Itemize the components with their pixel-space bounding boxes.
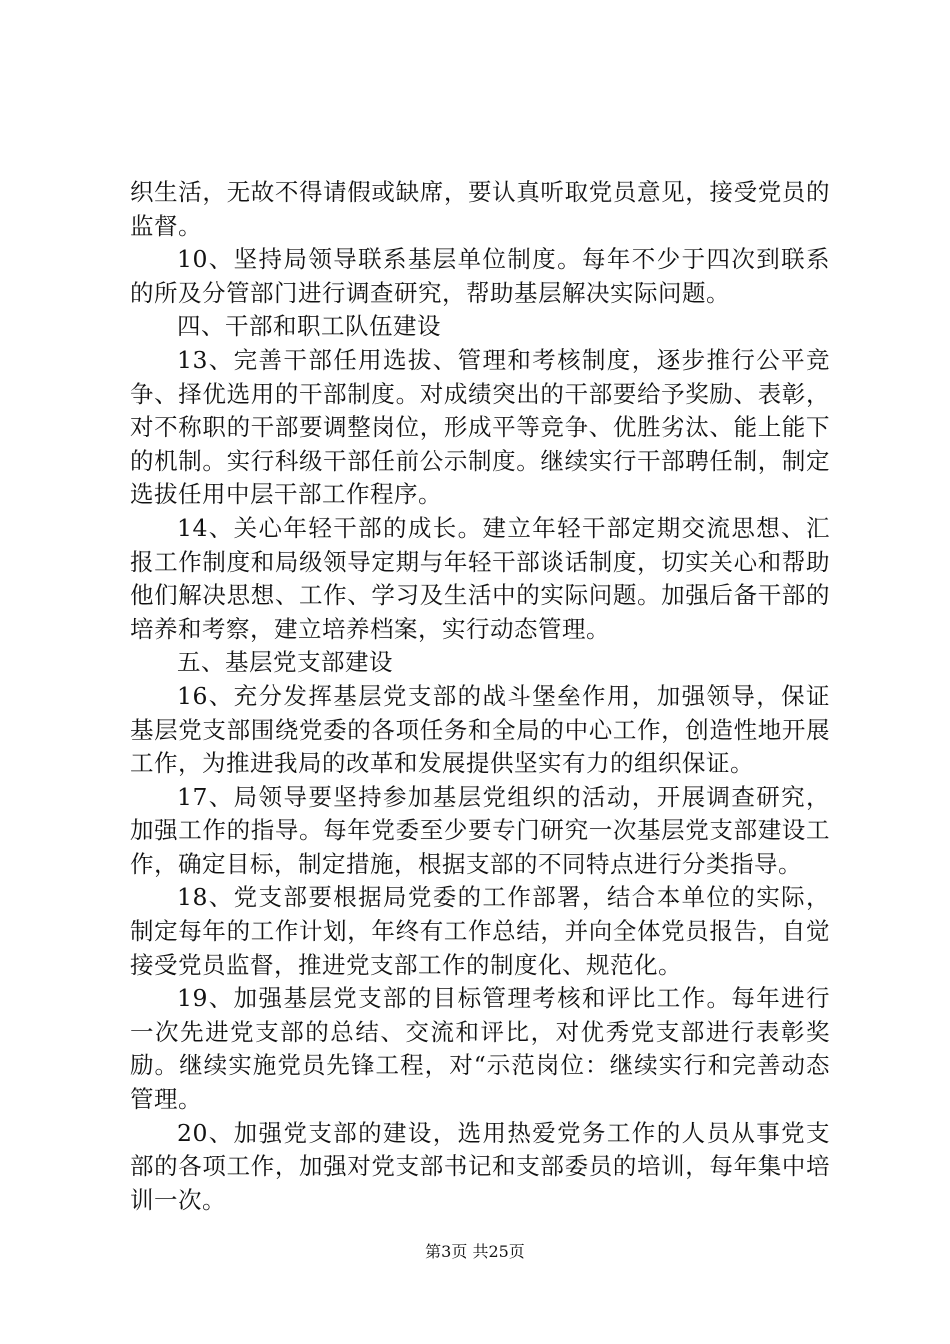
- page-number-footer: 第3页 共25页: [425, 1242, 525, 1261]
- paragraph-item-13: 13、完善干部任用选拔、管理和考核制度，逐步推行公平竞争、择优选用的干部制度。对成绩突出的干部要给予奖励、表彰，对不称职的干部要调整岗位，形成平等竞争、优胜劣汰、能上能下的机制。实行科级干部任前公示制度。继续实行干部聘任制，制定选拔任用中层干部工作程序。: [130, 345, 830, 509]
- paragraph-item-20: 20、加强党支部的建设，选用热爱党务工作的人员从事党支部的各项工作，加强对党支部书记和支部委员的培训，每年集中培训一次。: [130, 1118, 830, 1214]
- paragraph-item-19: 19、加强基层党支部的目标管理考核和评比工作。每年进行一次先进党支部的总结、交流和评比，对优秀党支部进行表彰奖励。继续实施党员先锋工程，对“示范岗位：继续实行和完善动态管理。: [130, 984, 830, 1114]
- paragraph-item-14: 14、关心年轻干部的成长。建立年轻干部定期交流思想、汇报工作制度和局级领导定期与年轻干部谈话制度，切实关心和帮助他们解决思想、工作、学习及生活中的实际问题。加强后备干部的培养和考察，建立培养档案，实行动态管理。: [130, 513, 830, 643]
- paragraph-continuation: 织生活，无故不得请假或缺席，要认真听取党员意见，接受党员的监督。: [130, 178, 830, 240]
- paragraph-item-16: 16、充分发挥基层党支部的战斗堡垒作用，加强领导，保证基层党支部围绕党委的各项任务和全局的中心工作，创造性地开展工作，为推进我局的改革和发展提供坚实有力的组织保证。: [130, 681, 830, 778]
- section-heading-5: 五、基层党支部建设: [177, 648, 393, 677]
- paragraph-item-10: 10、坚持局领导联系基层单位制度。每年不少于四次到联系的所及分管部门进行调查研究，帮助基层解决实际问题。: [130, 245, 830, 307]
- paragraph-item-17: 17、局领导要坚持参加基层党组织的活动，开展调查研究，加强工作的指导。每年党委至少要专门研究一次基层党支部建设工作，确定目标，制定措施，根据支部的不同特点进行分类指导。: [130, 782, 830, 878]
- section-heading-4: 四、干部和职工队伍建设: [177, 312, 441, 341]
- document-body: [130, 176, 830, 1217]
- paragraph-item-18: 18、党支部要根据局党委的工作部署，结合本单位的实际，制定每年的工作计划，年终有工作总结，并向全体党员报告，自觉接受党员监督，推进党支部工作的制度化、规范化。: [130, 883, 830, 979]
